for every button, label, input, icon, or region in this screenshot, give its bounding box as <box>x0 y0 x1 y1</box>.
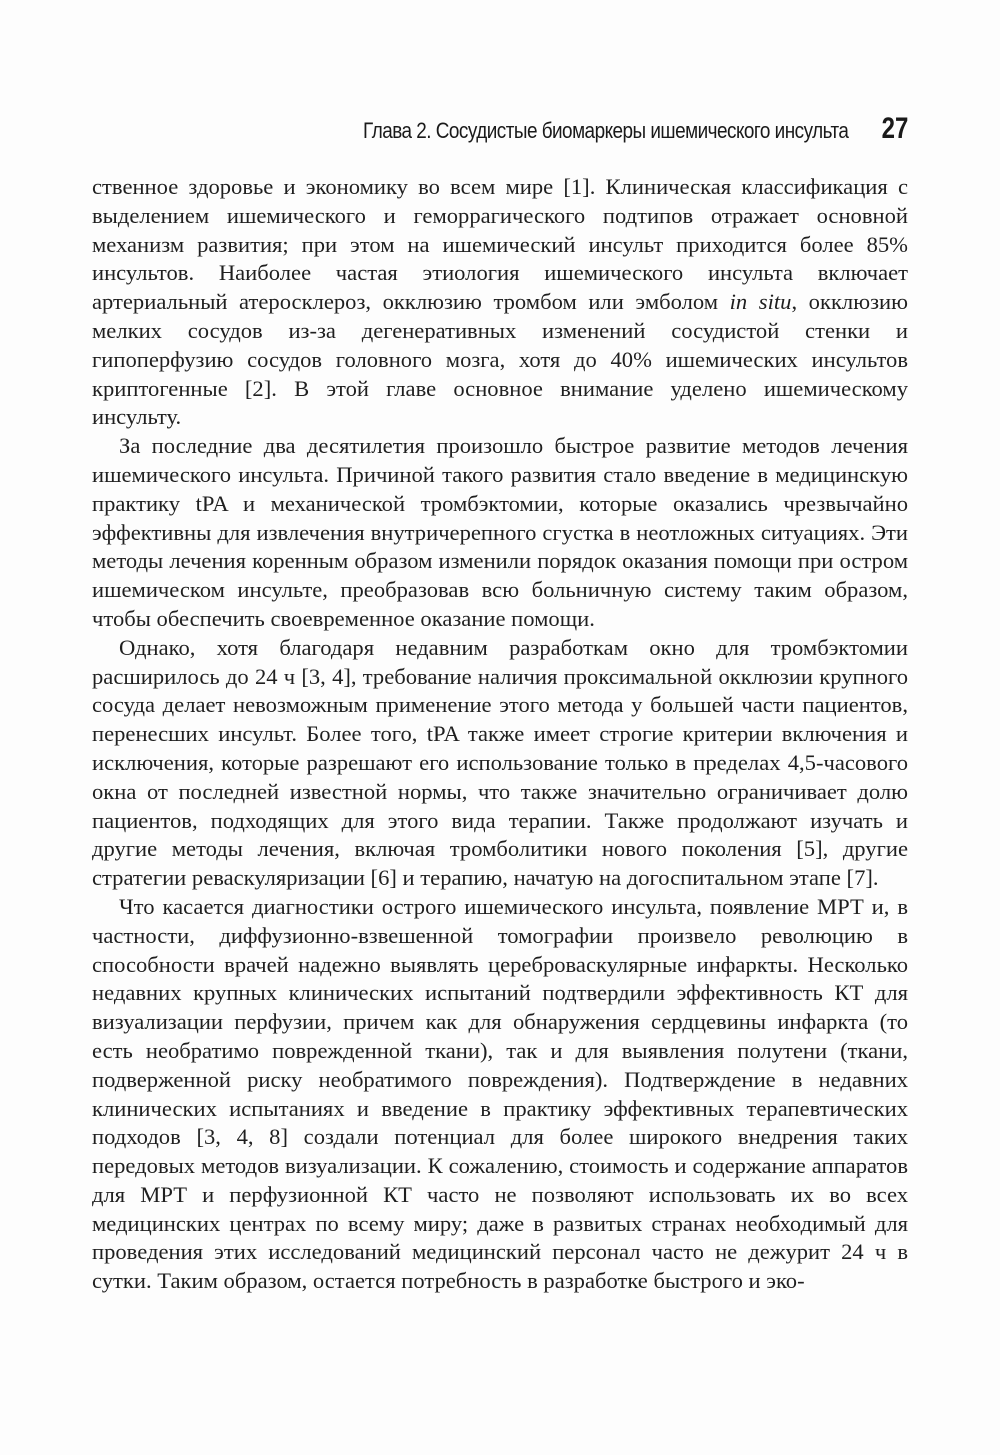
paragraph-1-text-start: ственное здоровье и экономику во всем мире [1]. Клиническая классификация с выделением ишемического и геморрагического подтипов отражает основной механизм развития; при этом на ишемический инсульт приходится более 85% инсультов. Наиболее частая этиология ишемического инсульта включает артериальный атеросклероз, окклюзию тромбом или эмболом <box>92 174 908 315</box>
running-header <box>92 114 908 150</box>
paragraph-2: За последние два десятилетия произошло быстрое развитие методов лечения ишемического инсульта. Причиной такого развития стало введение в медицинскую практику tPA и механической тромбэктомии, которые оказались чрезвычайно эффективны для извлечения внутричерепного сгустка в неотложных ситуациях. Эти методы лечения коренным образом изменили порядок оказания помощи при остром ишемическом инсульте, преобразовав всю больничную систему таким образом, чтобы обеспечить своевременное оказание помощи. <box>92 433 908 631</box>
paragraph-1-text-end: , окклюзию мелких сосудов из-за дегенеративных изменений сосудистой стенки и гипоперфузию сосудов головного мозга, хотя до 40% ишемических инсультов криптогенные [2]. В этой главе основное внимание уделено ишемическому инсульту. <box>92 289 908 430</box>
paragraph-1 <box>92 173 908 432</box>
page-number: 27 <box>881 112 908 145</box>
paragraph-4: Что касается диагностики острого ишемического инсульта, появление МРТ и, в частности, диффузионно-взвешенной томографии произвело революцию в способности врачей надежно выявлять цереброваскулярные инфаркты. Несколько недавних крупных клинических испытаний подтвердили эффективность КТ для визуализации перфузии, причем как для обнаружения сердцевины инфаркта (то есть необратимо поврежденной ткани), так и для выявления полутени (ткани, подверженной риску необратимого повреждения). Подтверждение в недавних клинических испытаниях и введение в практику эффективных терапевтических подходов [3, 4, 8] создали потенциал для более широкого внедрения таких передовых методов визуализации. К сожалению, стоимость и содержание аппаратов для МРТ и перфузионной КТ часто не позволяют использовать их во всех медицинских центрах по всему миру; даже в развитых странах необходимый для проведения этих исследований медицинский персонал часто не дежурит 24 ч в сутки. Таким образом, остается потребность в разработке быстрого и эко- <box>92 893 908 1294</box>
italic-term-in-situ: in situ <box>729 289 792 315</box>
chapter-title: Глава 2. Сосудистые биомаркеры ишемического инсульта <box>362 118 848 143</box>
paragraph-3: Однако, хотя благодаря недавним разработкам окно для тромбэктомии расширилось до 24 ч [3, 4], требование наличия проксимальной окклюзии крупного сосуда делает невозможным применение этого метода у большей части пациентов, перенесших инсульт. Более того, tPA также имеет строгие критерии включения и исключения, которые разрешают его использование только в пределах 4,5-часового окна от последней известной нормы, что также значительно ограничивает долю пациентов, подходящих для этого вида терапии. Также продолжают изучать и другие методы лечения, включая тромболитики нового поколения [5], другие стратегии реваскуляризации [6] и терапию, начатую на догоспитальном этапе [7]. <box>92 634 908 891</box>
body-text <box>92 173 908 1296</box>
